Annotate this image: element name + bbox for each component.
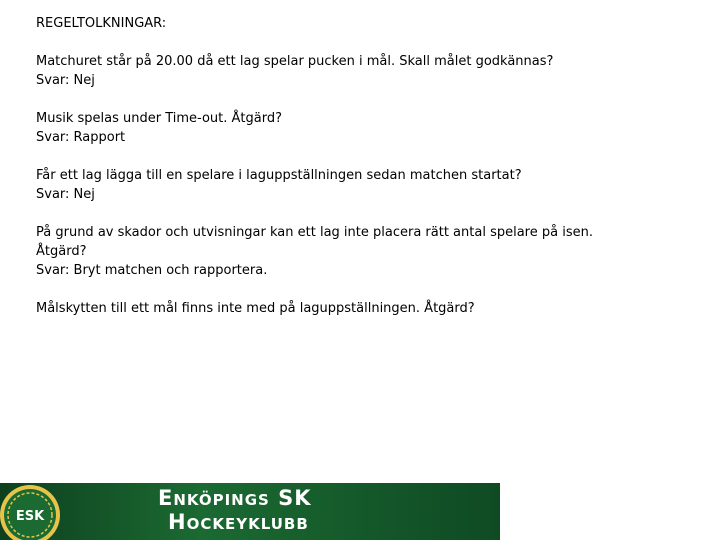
- question-text: Får ett lag lägga till en spelare i laguppställningen sedan matchen startat?: [36, 168, 522, 183]
- rule-item: [36, 52, 696, 90]
- question-text: Musik spelas under Time-out. Åtgärd?: [36, 111, 282, 126]
- slide-content: [36, 14, 696, 337]
- rule-item: [36, 166, 696, 204]
- answer-text: Svar: Rapport: [36, 130, 126, 145]
- question-text-continued: Åtgärd?: [36, 244, 87, 259]
- logo-text: ESK: [15, 509, 45, 524]
- club-logo: [0, 483, 66, 540]
- club-name-line2: Hockeyklubb: [168, 510, 309, 534]
- answer-text: Svar: Nej: [36, 73, 95, 88]
- rule-item: [36, 223, 696, 280]
- rule-item: [36, 299, 696, 318]
- rule-item: [36, 109, 696, 147]
- club-name-line1: Enköpings SK: [158, 486, 312, 510]
- question-text: På grund av skador och utvisningar kan ett lag inte placera rätt antal spelare på isen.: [36, 225, 593, 240]
- question-text: Målskytten till ett mål finns inte med på laguppställningen. Åtgärd?: [36, 301, 475, 316]
- page-title: REGELTOLKNINGAR:: [36, 16, 167, 31]
- club-banner: [0, 483, 500, 540]
- question-text: Matchuret står på 20.00 då ett lag spelar pucken i mål. Skall målet godkännas?: [36, 54, 554, 69]
- answer-text: Svar: Nej: [36, 187, 95, 202]
- answer-text: Svar: Bryt matchen och rapportera.: [36, 263, 268, 278]
- club-name: [158, 486, 312, 534]
